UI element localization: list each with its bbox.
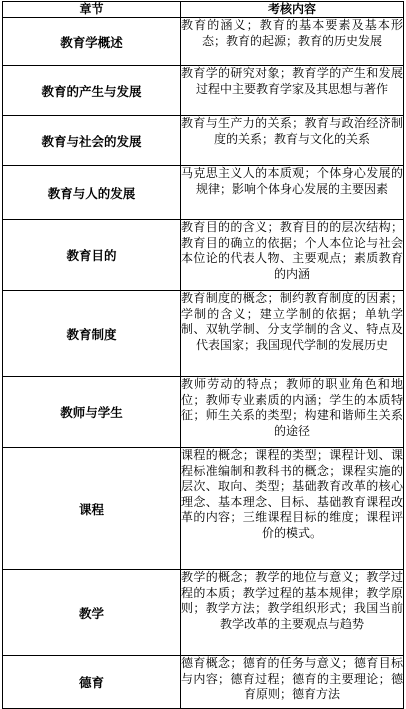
- table-row: [3, 656, 404, 709]
- header-content: 考核内容: [181, 2, 404, 18]
- table-row: [3, 291, 404, 377]
- content-cell: 教育学的研究对象；教育学的产生和发展过程中主要教育学家及其思想与著作: [181, 66, 404, 116]
- content-cell: 教育目的的含义；教育目的的层次结构；教育目的确立的依据；个人本位论与社会本位论的代表人物、主要观点；素质教育的内涵: [181, 220, 404, 291]
- content-cell: 教育与生产力的关系；教育与政治经济制度的关系；教育与文化的关系: [181, 116, 404, 166]
- content-cell: 教学的概念；教学的地位与意义；教学过程的本质；教学过程的基本规律；教学原则；教学方法；教学组织形式；我国当前教学改革的主要观点与趋势: [181, 570, 404, 656]
- chapter-cell: 教学: [3, 570, 181, 656]
- content-cell: 课程的概念；课程的类型；课程计划、课程标准编制和教科书的概念；课程实施的层次、取向、类型；基础教育改革的核心理念、基本理念、目标、基础教育课程改革的内容；三维课程目标的维度；课程评价的模式。: [181, 448, 404, 570]
- chapter-cell: 教育的产生与发展: [3, 66, 181, 116]
- table-row: [3, 166, 404, 220]
- content-cell: 教师劳动的特点；教师的职业角色和地位；教师专业素质的内涵；学生的本质特征；师生关系的类型；构建和谐师生关系的途径: [181, 377, 404, 448]
- chapter-cell: 教育制度: [3, 291, 181, 377]
- header-chapter: 章节: [3, 2, 181, 18]
- content-cell: 马克思主义人的本质观；个体身心发展的规律；影响个体身心发展的主要因素: [181, 166, 404, 220]
- chapter-cell: 德育: [3, 656, 181, 709]
- chapter-cell: 课程: [3, 448, 181, 570]
- table-row: [3, 220, 404, 291]
- syllabus-table: [2, 1, 404, 709]
- table-row: [3, 116, 404, 166]
- chapter-cell: 教育目的: [3, 220, 181, 291]
- chapter-cell: 教育与人的发展: [3, 166, 181, 220]
- table-row: [3, 18, 404, 66]
- table-row: [3, 377, 404, 448]
- table-row: [3, 66, 404, 116]
- chapter-cell: 教师与学生: [3, 377, 181, 448]
- content-cell: 教育制度的概念；制约教育制度的因素；学制的含义；建立学制的依据；单轨学制、双轨学制、分支学制的含义、特点及代表国家；我国现代学制的发展历史: [181, 291, 404, 377]
- chapter-cell: 教育与社会的发展: [3, 116, 181, 166]
- content-cell: 教育的涵义；教育的基本要素及基本形态；教育的起源；教育的历史发展: [181, 18, 404, 66]
- content-cell: 德育概念；德育的任务与意义；德育目标与内容；德育过程；德育的主要理论；德育原则；德育方法: [181, 656, 404, 709]
- table-row: [3, 570, 404, 656]
- chapter-cell: 教育学概述: [3, 18, 181, 66]
- table-row: [3, 448, 404, 570]
- table-header-row: [3, 2, 404, 18]
